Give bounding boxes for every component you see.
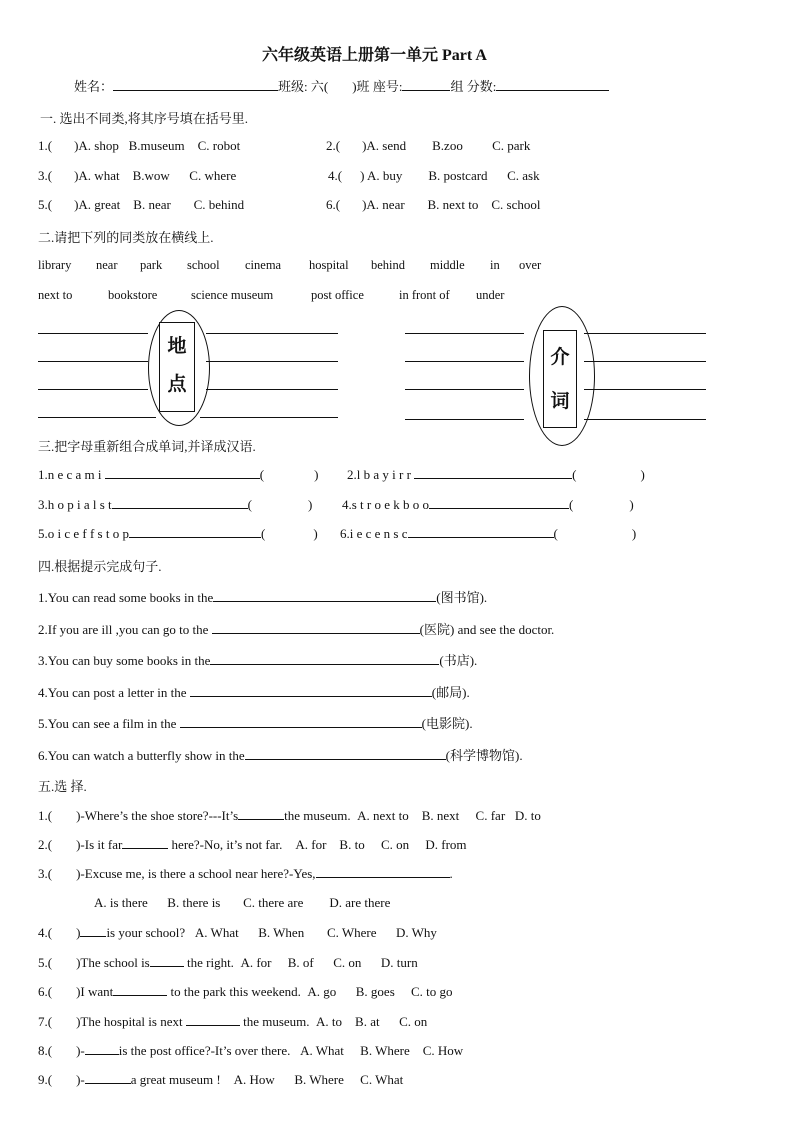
student-info-line [74,76,609,95]
s3-item-1: 1.n e c a m i ( ) [38,467,319,482]
s5-question-4: 4.( ) is your school? A. What B. When C. Where D. Why [38,925,437,940]
word-library: library [38,258,72,272]
place-line-r1[interactable] [206,333,338,334]
s4-sentence-5: 5.You can see a film in the (电影院). [38,716,473,731]
place-line-r2[interactable] [206,361,338,362]
section-5-heading: 五.选 择. [38,779,87,794]
seat-blank[interactable] [402,78,450,91]
s5-question-9: 9.( )- a great museum ! A. How B. Where C. What [38,1072,404,1087]
prep-line-r4[interactable] [584,419,706,420]
s3-item-4: 4.s t r o e k b o o ( ) [342,497,634,512]
s5-question-8: 8.( )- is the post office?-It’s over there. A. What B. Where C. How [38,1043,464,1058]
s5-question-7: 7.( )The hospital is next the museum. A. to B. at C. on [38,1014,428,1029]
s1-question-6: 6.( )A. near B. next to C. school [326,197,541,212]
word-bookstore: bookstore [108,288,158,302]
word-in: in [490,258,500,272]
class-suffix: )班 [352,79,370,94]
s3-item-6: 6.i e c e n s c ( ) [340,526,637,541]
prep-line-r3[interactable] [584,389,706,390]
page-title: 六年级英语上册第一单元 Part A [262,47,487,64]
place-category-box: 地 点 [159,322,195,412]
prep-line-l3[interactable] [405,389,524,390]
place-line-r3[interactable] [206,389,338,390]
s1-question-4: 4.( ) A. buy B. postcard C. ask [328,168,540,183]
word-behind: behind [371,258,406,272]
seat-label: 座号: [372,79,403,94]
section-3-heading: 三.把字母重新组合成单词,并译成汉语. [38,439,256,454]
s4-sentence-1: 1.You can read some books in the (图书馆). [38,590,488,605]
section-1-heading: 一. 选出不同类,将其序号填在括号里. [40,111,249,126]
s3-item-3: 3.h o p i a l s t ( ) [38,497,313,512]
class-label: 班级: 六( [278,79,329,94]
s1-question-5: 5.( )A. great B. near C. behind [38,197,245,212]
prep-category-box: 介 词 [543,330,577,428]
word-science-museum: science museum [191,288,274,302]
place-line-l3[interactable] [38,389,148,390]
word-hospital: hospital [309,258,349,272]
word-next-to: next to [38,288,73,302]
place-line-l4[interactable] [38,417,156,418]
word-under: under [476,288,505,302]
s1-question-2: 2.( )A. send B.zoo C. park [326,138,531,153]
s5-question-3: 3.( )-Excuse me, is there a school near here?-Yes, . [38,866,453,881]
s5-question-1: 1.( )-Where’s the shoe store?---It’s the museum. A. next to B. next C. far D. to [38,808,541,823]
score-blank[interactable] [496,78,609,91]
s5-question-2: 2.( )-Is it far here?-No, it’s not far. A. for B. to C. on D. from [38,837,467,852]
prep-line-r2[interactable] [584,361,706,362]
s4-sentence-2: 2.If you are ill ,you can go to the (医院) and see the doctor. [38,622,555,637]
name-label: 姓名： [74,79,114,94]
section-2-heading: 二.请把下列的同类放在横线上. [38,230,214,245]
prep-line-l4[interactable] [405,419,524,420]
word-in-front-of: in front of [399,288,450,302]
s5-question-5: 5.( )The school is the right. A. for B. of C. on D. turn [38,955,418,970]
prep-line-r1[interactable] [584,333,706,334]
s5-question-3-options: A. is there B. there is C. there are D. are there [94,895,391,910]
s3-item-2: 2.l b a y i r r ( ) [347,467,645,482]
word-post-office: post office [311,288,364,302]
s4-sentence-6: 6.You can watch a butterfly show in the (科学博物馆). [38,748,523,763]
group-label: 组 分数: [450,79,497,94]
word-cinema: cinema [245,258,282,272]
place-line-l1[interactable] [38,333,148,334]
prep-line-l1[interactable] [405,333,524,334]
s1-question-1: 1.( )A. shop B.museum C. robot [38,138,241,153]
word-near: near [96,258,118,272]
s4-sentence-3: 3.You can buy some books in the (书店). [38,653,478,668]
place-line-l2[interactable] [38,361,148,362]
word-school: school [187,258,220,272]
prep-line-l2[interactable] [405,361,524,362]
s5-question-6: 6.( )I want to the park this weekend. A. go B. goes C. to go [38,984,453,999]
name-blank[interactable] [113,78,278,91]
s1-question-3: 3.( )A. what B.wow C. where [38,168,237,183]
word-over: over [519,258,542,272]
place-line-r4[interactable] [200,417,338,418]
word-park: park [140,258,163,272]
section-4-heading: 四.根据提示完成句子. [38,559,162,574]
word-middle: middle [430,258,465,272]
s3-item-5: 5.o i c e f f s t o p ( ) [38,526,318,541]
s4-sentence-4: 4.You can post a letter in the (邮局). [38,685,470,700]
